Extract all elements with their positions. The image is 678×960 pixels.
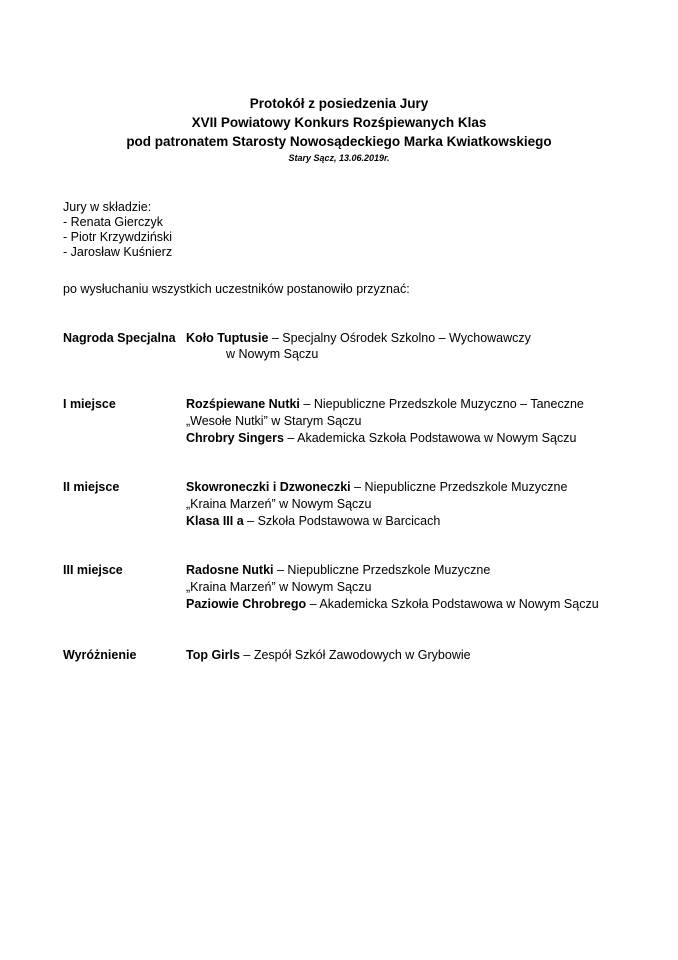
- award-label: Nagroda Specjalna: [63, 331, 176, 345]
- winner-name: Radosne Nutki: [186, 563, 274, 577]
- winner-school: „Kraina Marzeń” w Nowym Sączu: [186, 497, 372, 511]
- decision-text: po wysłuchaniu wszystkich uczestników postanowiło przyznać:: [63, 282, 410, 296]
- award-line: [186, 497, 371, 511]
- winner-name: Top Girls: [186, 648, 240, 662]
- award-line: [186, 431, 576, 445]
- winner-school: „Kraina Marzeń” w Nowym Sączu: [186, 580, 372, 594]
- award-label: I miejsce: [63, 397, 116, 411]
- winner-name: Chrobry Singers: [186, 431, 284, 445]
- award-line: [186, 597, 599, 611]
- award-label: III miejsce: [63, 563, 123, 577]
- winner-school: – Szkoła Podstawowa w Barcicach: [243, 514, 441, 528]
- winner-school: – Zespół Szkół Zawodowych w Grybowie: [239, 648, 471, 662]
- jury-member: - Piotr Krzywdziński: [63, 230, 173, 244]
- patronage-line: pod patronatem Starosty Nowosądeckiego Marka Kwiatkowskiego: [126, 134, 552, 149]
- award-line: [186, 563, 490, 577]
- winner-name: Koło Tuptusie: [186, 331, 269, 345]
- contest-name: XVII Powiatowy Konkurs Rozśpiewanych Klas: [191, 115, 487, 130]
- winner-school: „Wesołe Nutki” w Starym Sączu: [186, 414, 362, 428]
- award-label: II miejsce: [63, 480, 120, 494]
- jury-member: - Jarosław Kuśnierz: [63, 245, 173, 259]
- jury-member: - Renata Gierczyk: [63, 215, 164, 229]
- winner-school: – Niepubliczne Przedszkole Muzyczne: [350, 480, 568, 494]
- winner-school: – Niepubliczne Przedszkole Muzyczne: [273, 563, 491, 577]
- winner-school: – Akademicka Szkoła Podstawowa w Nowym Sączu: [306, 597, 599, 611]
- winner-name: Klasa III a: [186, 514, 244, 528]
- award-line: [186, 414, 362, 428]
- winner-name: Paziowie Chrobrego: [186, 597, 307, 611]
- winner-school: – Specjalny Ośrodek Szkolno – Wychowawczy: [268, 331, 531, 345]
- award-line: [226, 347, 318, 361]
- place-date: Stary Sącz, 13.06.2019r.: [288, 153, 390, 163]
- winner-name: Skowroneczki i Dzwoneczki: [186, 480, 351, 494]
- document-title: Protokół z posiedzenia Jury: [249, 96, 429, 111]
- award-label: Wyróżnienie: [63, 648, 137, 662]
- winner-name: Rozśpiewane Nutki: [186, 397, 300, 411]
- award-line: [186, 580, 371, 594]
- award-line: [186, 331, 531, 345]
- jury-intro: Jury w składzie:: [63, 200, 152, 214]
- winner-school: – Niepubliczne Przedszkole Muzyczno – Taneczne: [299, 397, 584, 411]
- award-line: [186, 397, 584, 411]
- award-line: [186, 480, 567, 494]
- winner-school: w Nowym Sączu: [226, 347, 319, 361]
- winner-school: – Akademicka Szkoła Podstawowa w Nowym Sączu: [283, 431, 577, 445]
- award-line: [186, 648, 471, 662]
- award-line: [186, 514, 440, 528]
